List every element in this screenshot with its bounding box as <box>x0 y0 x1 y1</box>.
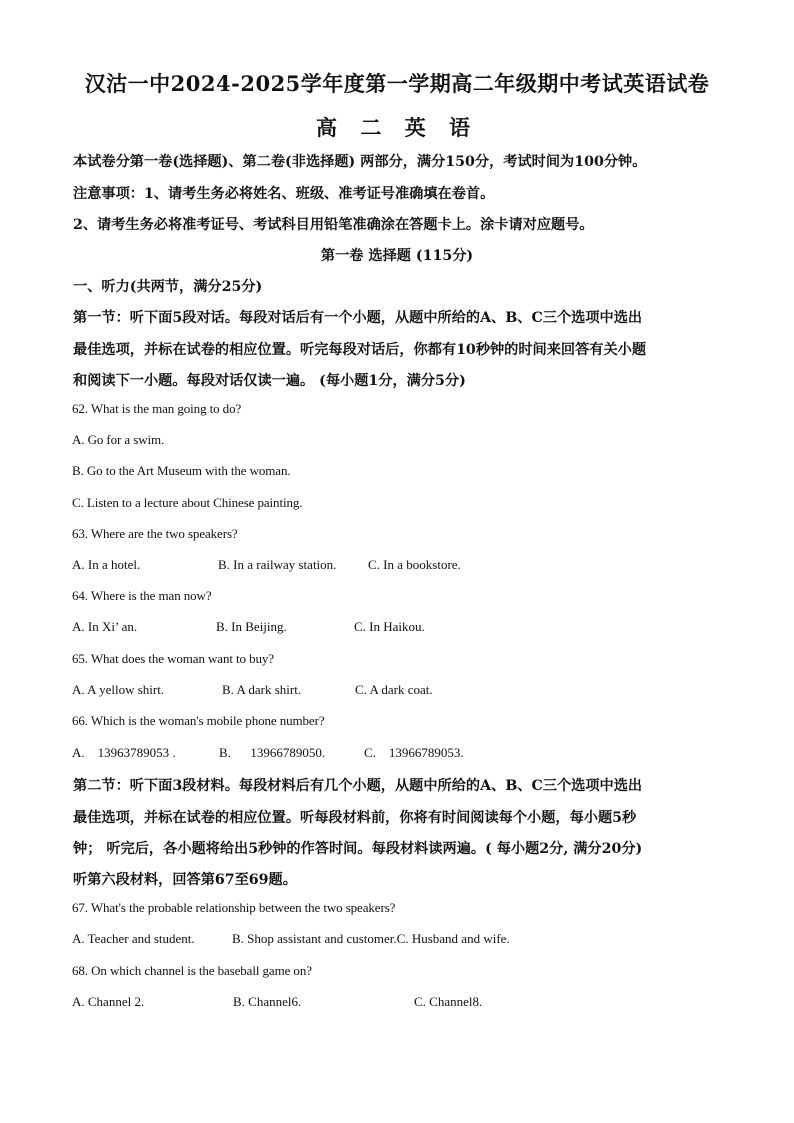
question-68: 68. On which channel is the baseball game on? <box>72 963 312 978</box>
question-68-option-c: C. Channel8. <box>414 994 483 1009</box>
question-63-option-a: A. In a hotel. <box>72 557 141 572</box>
question-68-option-a: A. Channel 2. <box>72 994 145 1009</box>
section2-line-3: 钟； 听完后，各小题将给出5秒钟的作答时间。每段材料读两遍。( 每小题2分, 满分20分) <box>73 841 643 857</box>
section2-line-2: 最佳选项，并标在试卷的相应位置。听每段材料前，你将有时间阅读每个小题，每小题5秒 <box>73 810 637 826</box>
question-64-option-b: B. In Beijing. <box>216 619 287 634</box>
question-65-option-c: C. A dark coat. <box>355 682 433 697</box>
question-65: 65. What does the woman want to buy? <box>72 651 274 666</box>
question-64-option-a: A. In Xi’ an. <box>72 619 138 634</box>
question-65-option-a: A. A yellow shirt. <box>72 682 165 697</box>
question-67-option-a: A. Teacher and student. <box>72 931 195 946</box>
question-65-option-b: B. A dark shirt. <box>222 682 302 697</box>
instruction-line-2: 注意事项：1、请考生务必将姓名、班级、准考证号准确填在卷首。 <box>73 186 495 202</box>
question-62-option-c: C. Listen to a lecture about Chinese painting. <box>72 495 303 510</box>
part-one-title: 第一卷 选择题 (115分) <box>320 248 474 264</box>
question-64-option-c: C. In Haikou. <box>354 619 425 634</box>
instruction-line-1: 本试卷分第一卷(选择题)、第二卷(非选择题) 两部分，满分150分，考试时间为100分钟。 <box>73 154 647 170</box>
question-62-option-a: A. Go for a swim. <box>72 432 165 447</box>
question-66-option-a: A. 13963789053 . <box>72 745 176 760</box>
question-68-option-b: B. Channel6. <box>233 994 302 1009</box>
section1-line-3: 和阅读下一小题。每段对话仅读一遍。 (每小题1分，满分5分) <box>73 373 466 389</box>
question-62: 62. What is the man going to do? <box>72 401 242 416</box>
question-64: 64. Where is the man now? <box>72 588 212 603</box>
question-62-option-b: B. Go to the Art Museum with the woman. <box>72 463 291 478</box>
section1-line-1: 第一节：听下面5段对话。每段对话后有一个小题，从题中所给的A、B、C三个选项中选出 <box>73 310 643 326</box>
section2-line-1: 第二节：听下面3段材料。每段材料后有几个小题，从题中所给的A、B、C三个选项中选出 <box>73 778 643 794</box>
question-63-option-b: B. In a railway station. <box>218 557 337 572</box>
question-63-option-c: C. In a bookstore. <box>368 557 461 572</box>
question-63: 63. Where are the two speakers? <box>72 526 238 541</box>
question-66-option-b: B. 13966789050. <box>219 745 326 760</box>
exam-title: 汉沽一中2024-2025学年度第一学期高二年级期中考试英语试卷 <box>84 71 710 96</box>
question-66: 66. Which is the woman's mobile phone number? <box>72 713 325 728</box>
instruction-line-3: 2、请考生务必将准考证号、考试科目用铅笔准确涂在答题卡上。涂卡请对应题号。 <box>73 217 594 233</box>
question-67-option-bc: B. Shop assistant and customer.C. Husband and wife. <box>232 931 510 946</box>
exam-subtitle: 高 二 英 语 <box>316 115 478 140</box>
section1-line-2: 最佳选项，并标在试卷的相应位置。听完每段对话后，你都有10秒钟的时间来回答有关小题 <box>73 342 647 358</box>
question-67: 67. What's the probable relationship between the two speakers? <box>72 900 396 915</box>
section-title: 一、听力(共两节，满分25分) <box>73 279 263 295</box>
section2-line-4: 听第六段材料，回答第67至69题。 <box>73 872 297 888</box>
question-66-option-c: C. 13966789053. <box>364 745 464 760</box>
